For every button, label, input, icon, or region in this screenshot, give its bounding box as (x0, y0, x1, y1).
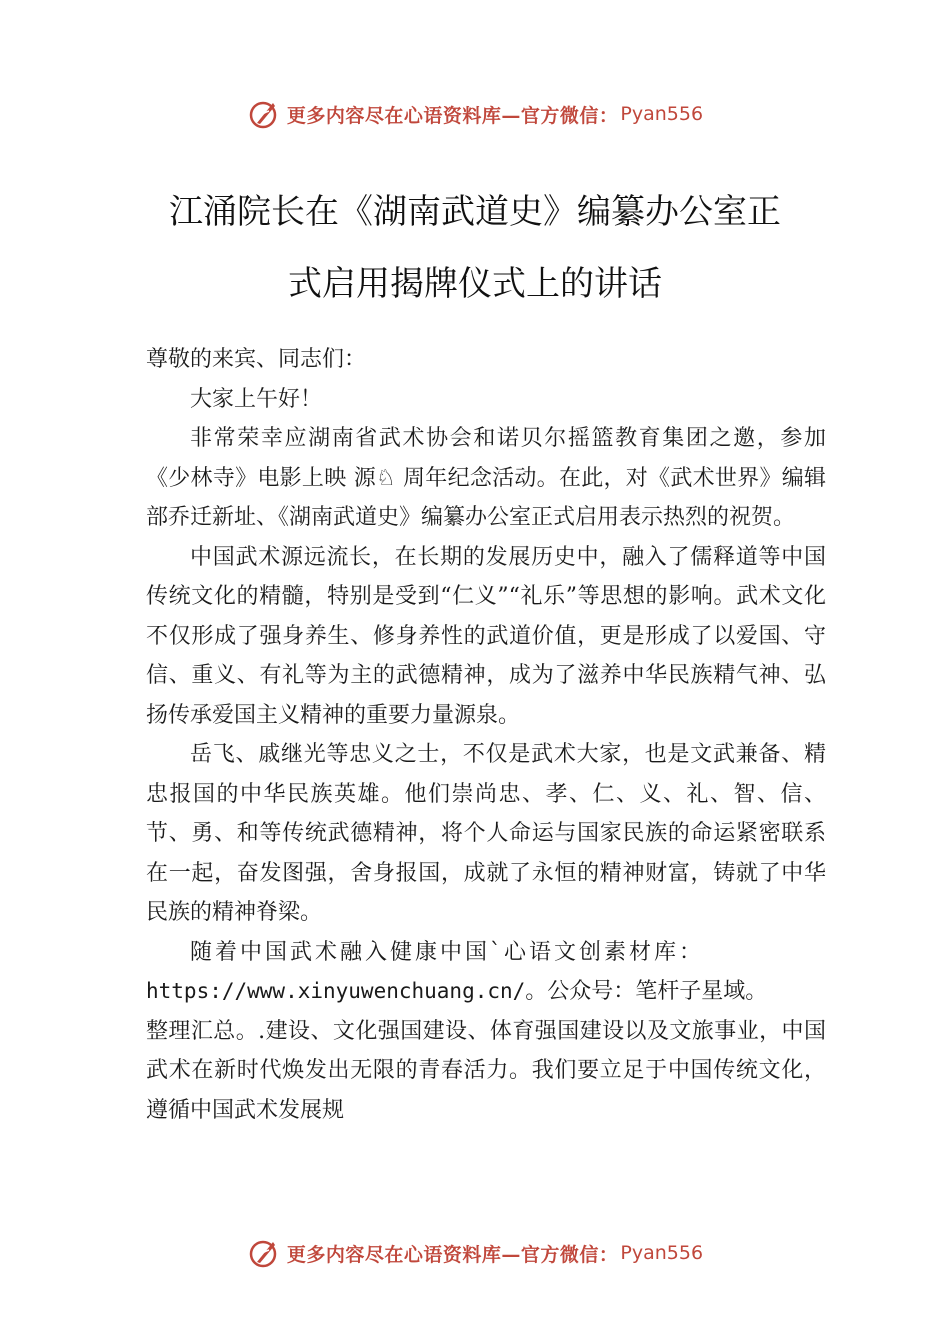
title-line-2: 式启用揭牌仪式上的讲话 (288, 264, 662, 304)
salutation: 尊敬的来宾、同志们： (146, 347, 367, 372)
paragraph-4-rest: 整理汇总。.建设、文化强国建设、体育强国建设以及文旅事业，中国武术在新时代焕发出无限的青春活力。我们要立足于中国传统文化，遵循中国武术发展规 (146, 1018, 826, 1123)
url-suffix: 。公众号：笔杆子星域。 (525, 979, 768, 1004)
quill-logo-icon (247, 1236, 281, 1270)
header-banner (0, 94, 950, 134)
banner-wechat-id: Pyan556 (620, 103, 704, 125)
document-title (0, 176, 950, 320)
footer-banner (0, 1233, 950, 1273)
title-line-1: 江涌院长在《湖南武道史》编纂办公室正 (169, 192, 781, 232)
paragraph-2: 中国武术源远流长，在长期的发展历史中，融入了儒释道等中国传统文化的精髓，特别是受到“仁义”“礼乐”等思想的影响。武术文化不仅形成了强身养生、修身养性的武道价值，更是形成了以爱国、守信、重义、有礼等为主的武德精神，成为了滋养中华民族精气神、弘扬传承爱国主义精神的重要力量源泉。 (146, 544, 826, 728)
document-body (146, 340, 826, 1130)
banner-text: 更多内容尽在心语资料库—官方微信： (286, 104, 619, 127)
greeting: 大家上午好！ (190, 386, 323, 412)
quill-logo-icon (247, 97, 281, 131)
paragraph-3: 岳飞、戚继光等忠义之士，不仅是武术大家，也是文武兼备、精忠报国的中华民族英雄。他们崇尚忠、孝、仁、义、礼、智、信、节、勇、和等传统武德精神，将个人命运与国家民族的命运紧密联系在一起，奋发图强，舍身报国，成就了永恒的精神财富，铸就了中华民族的精神脊梁。 (146, 742, 826, 925)
source-url: https://www.xinyuwenchuang.cn/ (146, 979, 526, 1003)
paragraph-1: 非常荣幸应湖南省武术协会和诺贝尔摇篮教育集团之邀，参加《少林寺》电影上映 源♘ 周年纪念活动。在此，对《武术世界》编辑部乔迁新址、《湖南武道史》编纂办公室正式启用表示热烈的祝贺。 (146, 426, 826, 530)
paragraph-4-url-line (146, 972, 826, 1012)
paragraph-4-line-1: 随着中国武术融入健康中国`心语文创素材库： (190, 939, 705, 965)
footer-banner-wechat-id: Pyan556 (620, 1242, 704, 1264)
footer-banner-text: 更多内容尽在心语资料库—官方微信： (286, 1243, 619, 1266)
